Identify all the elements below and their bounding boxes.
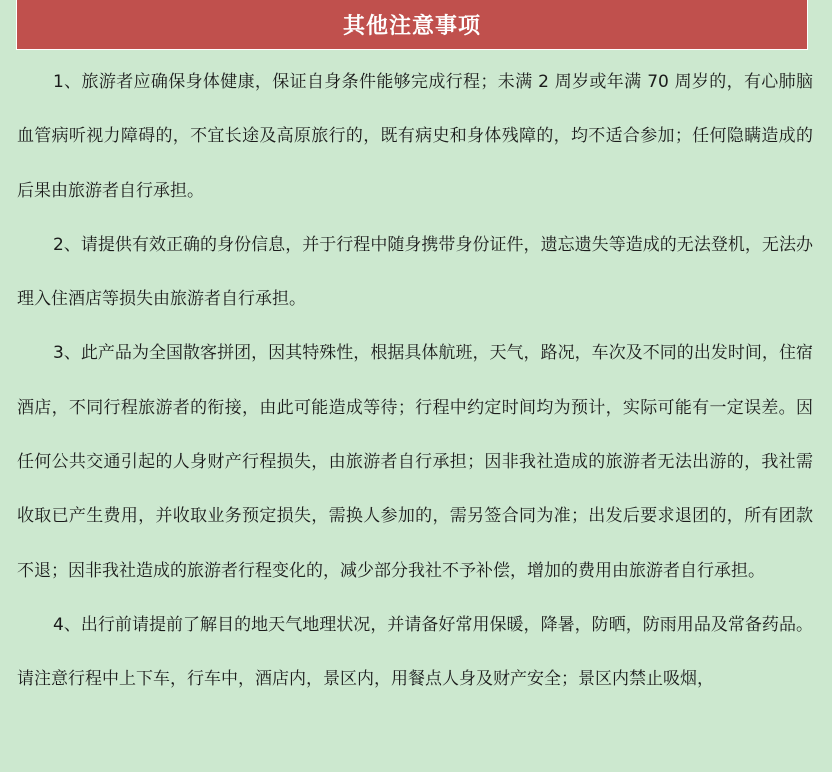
notice-content [17,55,813,707]
notice-paragraph-4: 4、出行前请提前了解目的地天气地理状况，并请备好常用保暖，降暑，防晒，防雨用品及常备药品。请注意行程中上下车，行车中，酒店内，景区内，用餐点人身及财产安全；景区内禁止吸烟， [17,614,813,690]
section-header [16,0,808,50]
notice-paragraph-1: 1、旅游者应确保身体健康，保证自身条件能够完成行程；未满 2 周岁或年满 70 周岁的，有心肺脑血管病听视力障碍的，不宜长途及高原旅行的，既有病史和身体残障的，均不适合参加；任何隐瞒造成的后果由旅游者自行承担。 [17,72,813,201]
section-title: 其他注意事项 [342,14,481,39]
notice-paragraph-2: 2、请提供有效正确的身份信息，并于行程中随身携带身份证件，遗忘遗失等造成的无法登机，无法办理入住酒店等损失由旅游者自行承担。 [17,234,813,310]
notice-paragraph-3: 3、此产品为全国散客拼团，因其特殊性，根据具体航班，天气，路况，车次及不同的出发时间，住宿酒店，不同行程旅游者的衔接，由此可能造成等待；行程中约定时间均为预计，实际可能有一定误差。因任何公共交通引起的人身财产行程损失，由旅游者自行承担；因非我社造成的旅游者无法出游的，我社需收取已产生费用，并收取业务预定损失，需换人参加的，需另签合同为准；出发后要求退团的，所有团款不退；因非我社造成的旅游者行程变化的，减少部分我社不予补偿，增加的费用由旅游者自行承担。 [17,343,813,581]
